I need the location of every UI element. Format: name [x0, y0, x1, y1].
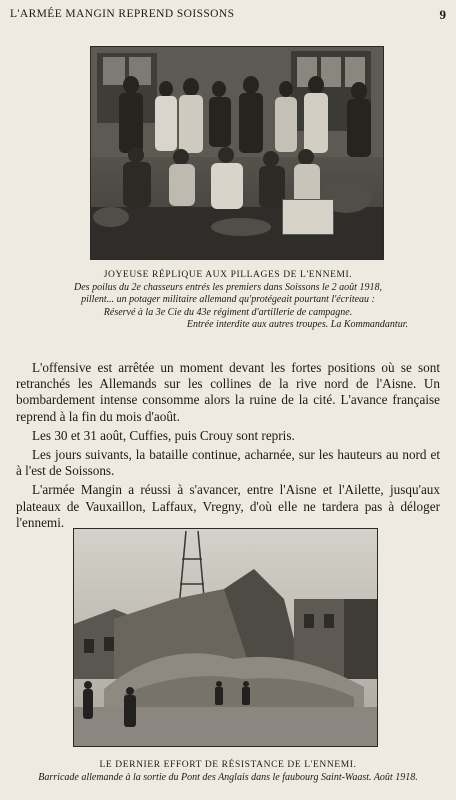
figure2-caption-title: LE DERNIER EFFORT DE RÉSISTANCE DE L'ENNEMI. — [99, 760, 357, 770]
body-paragraph: Les 30 et 31 août, Cuffies, puis Crouy sont repris. — [32, 427, 295, 443]
figure1-caption-line: Entrée interdite aux autres troupes. La Kommandantur. — [186, 319, 408, 330]
soldiers-group-illustration — [91, 47, 383, 259]
body-paragraph: L'offensive est arrêtée un moment devant les fortes positions où se sont retranchés les Allemands sur les collines de la rive nord de l'Aisne. Un bombardement intense consomme alors la ruine de la cité. L'avance française reprend à la fin du mois d'août. — [16, 360, 440, 424]
soldiers-group-photo — [90, 46, 384, 260]
figure1-caption-line: pillent... un potager militaire allemand qu'protégeait pourtant l'écriteau : — [81, 294, 375, 305]
figure2-caption-line: Barricade allemande à la sortie du Pont des Anglais dans le faubourg Saint-Waast. Août 1918. — [38, 771, 418, 783]
ruined-barricade-photo — [73, 528, 378, 747]
body-paragraph: L'armée Mangin a réussi à s'avancer, entre l'Aisne et l'Ailette, jusqu'aux plateaux de Vauxaillon, Laffaux, Vregny, d'où elle ne tardera pas à déloger l'ennemi. — [16, 482, 440, 530]
article-body — [16, 360, 440, 534]
figure1-caption-title: JOYEUSE RÉPLIQUE AUX PILLAGES DE L'ENNEMI. — [103, 270, 353, 280]
figure2-caption — [6, 759, 450, 784]
figure1-caption — [24, 269, 432, 332]
page-header — [10, 8, 446, 24]
body-paragraph: Les jours suivants, la bataille continue, acharnée, sur les hauteurs au nord et à l'est de Soissons. — [16, 447, 440, 479]
sign-board — [282, 199, 334, 235]
figure1-caption-line: Des poilus du 2e chasseurs entrés les premiers dans Soissons le 2 août 1918, — [74, 281, 382, 293]
ruined-barricade-illustration — [74, 529, 377, 746]
page-number: 9 — [439, 7, 446, 22]
figure1-caption-line: Réservé à la 3e Cie du 43e régiment d'artillerie de campagne. — [103, 306, 353, 318]
running-title: L'ARMÉE MANGIN REPREND SOISSONS — [10, 8, 235, 20]
